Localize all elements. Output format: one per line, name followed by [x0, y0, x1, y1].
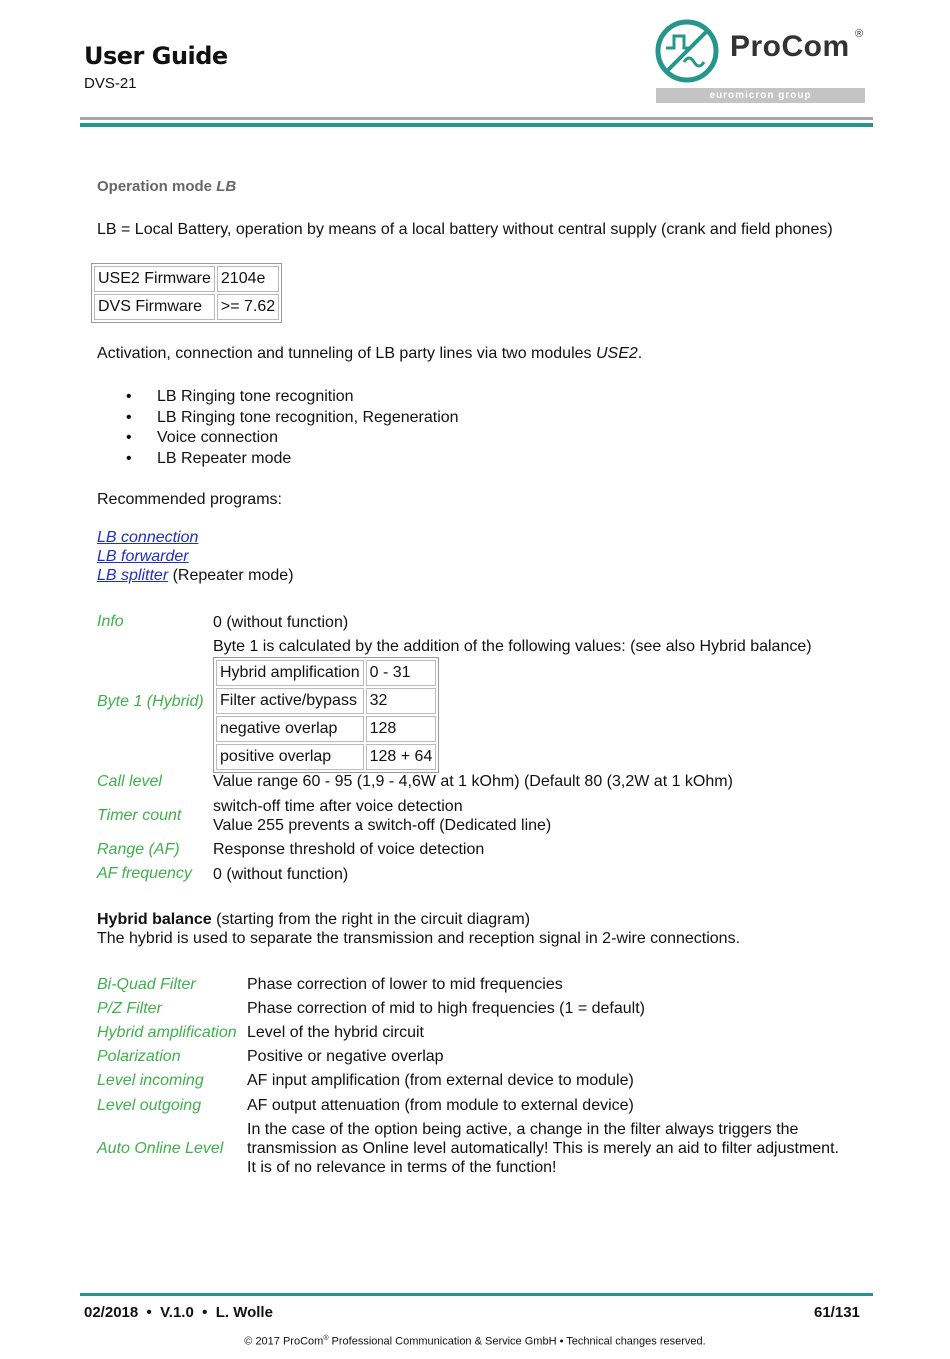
firmware-name: USE2 Firmware — [94, 266, 215, 292]
header-divider-teal — [80, 123, 873, 127]
byte1-value: 0 - 31 — [366, 660, 437, 686]
heading-mode: LB — [216, 178, 237, 195]
table-row — [216, 688, 436, 714]
param-label-byte1: Byte 1 (Hybrid) — [97, 693, 204, 710]
footer-version: 02/2018 • V.1.0 • L. Wolle — [84, 1304, 273, 1321]
hybrid-title-rest: (starting from the right in the circuit diagram) — [211, 911, 531, 928]
hybrid-value-auto-online-3: It is of no relevance in terms of the function! — [247, 1159, 557, 1176]
byte1-name: positive overlap — [216, 744, 364, 770]
param-label-call-level: Call level — [97, 773, 162, 790]
footer-copyright — [0, 1335, 950, 1348]
param-label-info: Info — [97, 613, 124, 630]
hybrid-label-level-outgoing: Level outgoing — [97, 1097, 202, 1114]
footer-divider — [80, 1293, 873, 1296]
table-row — [94, 266, 279, 292]
activation-sentence: Activation, connection and tunneling of LB party lines via two modules — [97, 345, 592, 362]
byte1-name: negative overlap — [216, 716, 364, 742]
page-number: 61/131 — [814, 1304, 860, 1321]
hybrid-label-pz: P/Z Filter — [97, 1000, 162, 1017]
param-label-range: Range (AF) — [97, 841, 180, 858]
firmware-value: 2104e — [217, 266, 279, 292]
copyright-registered: ® — [323, 1335, 329, 1342]
hybrid-label-polarization: Polarization — [97, 1048, 181, 1065]
hybrid-label-amplification: Hybrid amplification — [97, 1024, 237, 1041]
feature-list — [97, 387, 459, 469]
document-subtitle: DVS-21 — [84, 75, 137, 92]
hybrid-value-level-incoming: AF input amplification (from external device to module) — [247, 1072, 634, 1089]
firmware-table — [91, 263, 282, 323]
byte1-value: 128 + 64 — [366, 744, 437, 770]
table-row — [216, 744, 436, 770]
program-item — [97, 529, 198, 547]
byte1-value: 32 — [366, 688, 437, 714]
hybrid-value-amplification: Level of the hybrid circuit — [247, 1024, 424, 1041]
hybrid-label-biquad: Bi-Quad Filter — [97, 976, 196, 993]
recommended-label: Recommended programs: — [97, 491, 282, 508]
table-row — [216, 716, 436, 742]
program-suffix: (Repeater mode) — [168, 567, 294, 584]
list-item: • Voice connection — [97, 428, 459, 449]
byte1-name: Filter active/bypass — [216, 688, 364, 714]
logo-registered-mark: ® — [855, 28, 864, 40]
hybrid-value-auto-online-1: In the case of the option being active, a change in the filter always triggers the — [247, 1121, 799, 1138]
firmware-value: >= 7.62 — [217, 294, 279, 320]
param-value-call-level: Value range 60 - 95 (1,9 - 4,6W at 1 kOhm) (Default 80 (3,2W at 1 kOhm) — [213, 773, 733, 790]
hybrid-description: The hybrid is used to separate the transmission and reception signal in 2-wire connections. — [97, 930, 741, 947]
logo-tagline: euromicron group — [656, 88, 865, 103]
program-link-lb-connection[interactable]: LB connection — [97, 529, 199, 546]
table-row — [216, 660, 436, 686]
logo-wordmark: ProCom — [730, 30, 850, 63]
section-heading — [97, 178, 236, 195]
hybrid-value-pz: Phase correction of mid to high frequencies (1 = default) — [247, 1000, 645, 1017]
program-link-lb-forwarder[interactable]: LB forwarder — [97, 548, 189, 565]
param-value-af-frequency: 0 (without function) — [213, 866, 349, 883]
param-value-timer-1: switch-off time after voice detection — [213, 798, 463, 815]
hybrid-heading — [97, 911, 530, 929]
document-title: User Guide — [84, 42, 228, 70]
firmware-name: DVS Firmware — [94, 294, 215, 320]
table-row — [94, 294, 279, 320]
hybrid-label-auto-online: Auto Online Level — [97, 1140, 224, 1157]
param-label-af-frequency: AF frequency — [97, 865, 192, 882]
activation-period: . — [637, 345, 643, 362]
byte1-intro: Byte 1 is calculated by the addition of the following values: (see also Hybrid balance) — [213, 638, 812, 655]
copyright-prefix: © 2017 ProCom — [244, 1335, 324, 1348]
copyright-suffix: Professional Communication & Service GmbH • Technical changes reserved. — [328, 1335, 706, 1348]
activation-text — [97, 345, 642, 363]
program-link-lb-splitter[interactable]: LB splitter — [97, 567, 169, 584]
list-item: • LB Ringing tone recognition — [97, 387, 459, 408]
activation-module: USE2 — [595, 345, 638, 362]
hybrid-value-auto-online-2: transmission as Online level automatically! This is merely an aid to filter adjustment. — [247, 1140, 839, 1157]
byte1-value: 128 — [366, 716, 437, 742]
heading-prefix: Operation mode — [97, 178, 213, 195]
byte1-table — [213, 657, 439, 773]
lb-definition: LB = Local Battery, operation by means of a local battery without central supply (crank and field phones) — [97, 221, 833, 238]
hybrid-value-level-outgoing: AF output attenuation (from module to external device) — [247, 1097, 634, 1114]
hybrid-value-biquad: Phase correction of lower to mid frequencies — [247, 976, 563, 993]
param-value-timer-2: Value 255 prevents a switch-off (Dedicated line) — [213, 817, 552, 834]
param-value-range: Response threshold of voice detection — [213, 841, 485, 858]
procom-logo-icon — [654, 18, 724, 84]
param-label-timer: Timer count — [97, 807, 182, 824]
header-divider-grey — [80, 117, 873, 120]
byte1-name: Hybrid amplification — [216, 660, 364, 686]
list-item: • LB Repeater mode — [97, 449, 459, 470]
hybrid-value-polarization: Positive or negative overlap — [247, 1048, 444, 1065]
hybrid-title: Hybrid balance — [97, 911, 212, 928]
program-item — [97, 548, 189, 566]
hybrid-label-level-incoming: Level incoming — [97, 1072, 204, 1089]
program-item — [97, 567, 294, 585]
param-value-info: 0 (without function) — [213, 614, 349, 631]
list-item: • LB Ringing tone recognition, Regeneration — [97, 408, 459, 429]
